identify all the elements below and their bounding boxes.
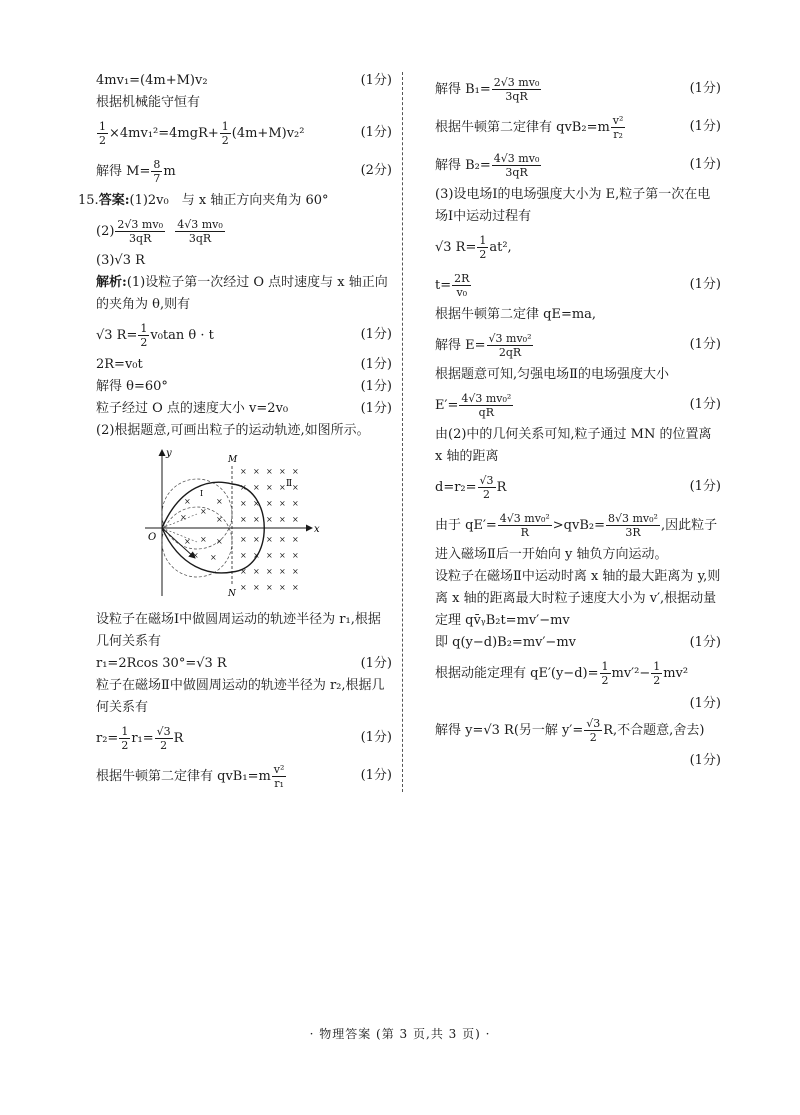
score: (1分) bbox=[689, 277, 721, 292]
eq-e1: √3 R= $\frac{1}{2}$ v₀tan θ · t (1分) bbox=[96, 321, 392, 349]
score: (1分) bbox=[689, 157, 721, 172]
eq-energy-theorem: 根据动能定理有 qE′(y−d)= $\frac{1}{2}$ mv′²− $\frac{1}{2}$ mv² bbox=[435, 659, 689, 687]
m-label: M bbox=[228, 455, 238, 465]
text-momentum-theorem: 设粒子在磁场Ⅱ中运动时离 x 轴的最大距离为 y,则离 x 轴的距离最大时粒子速度大小为 v′,根据动量定理 qv̄ᵧB₂t=mv′−mv bbox=[435, 569, 721, 628]
eq-e2: 2R=v₀t (1分) bbox=[96, 354, 392, 376]
svg-text:×: × bbox=[240, 583, 247, 592]
svg-text:×: × bbox=[192, 551, 199, 560]
fraction: $\frac{\text{8√3 mv₀²}}{3R}$ bbox=[607, 511, 658, 539]
region-1-label: Ⅰ bbox=[200, 489, 204, 498]
score: (1分) bbox=[689, 479, 721, 494]
eq-comparison: 由于 qE′= $\frac{\text{4√3 mv₀²}}{R}$ >qvB₂= $\frac{\text{8√3 mv₀²}}{3R}$ ,因此粒子 bbox=[435, 511, 718, 539]
svg-text:×: × bbox=[266, 499, 273, 508]
svg-text:×: × bbox=[266, 535, 273, 544]
score: (1分) bbox=[360, 327, 392, 342]
svg-text:×: × bbox=[240, 467, 247, 476]
x-label: x bbox=[314, 524, 320, 535]
score: (1分) bbox=[689, 119, 721, 134]
text-energy-conservation: 根据机械能守恒有 bbox=[96, 95, 201, 110]
fraction: $\frac{√3}{2}$ bbox=[479, 473, 494, 501]
column-divider bbox=[402, 72, 403, 792]
score: (1分) bbox=[360, 730, 392, 745]
svg-text:×: × bbox=[240, 551, 247, 560]
text-newton-e: 根据牛顿第二定律 qE=ma, bbox=[435, 307, 597, 322]
text-r2: 粒子在磁场Ⅱ中做圆周运动的轨迹半径为 r₂,根据几何关系有 bbox=[96, 678, 385, 715]
eq-e-prime: E′= $\frac{\text{4√3 mv₀²}}{qR}$ (1分) bbox=[435, 391, 721, 419]
eq-energy: $\frac{1}{2}$ ×4mv₁²=4mgR+ $\frac{1}{2}$ (4m+M)v₂² (1分) bbox=[99, 119, 392, 147]
text-field-2: 根据题意可知,匀强电场Ⅱ的电场强度大小 bbox=[435, 367, 669, 382]
score: (1分) bbox=[689, 337, 721, 352]
fraction: $\frac{1}{2}$ bbox=[99, 119, 106, 147]
svg-text:×: × bbox=[253, 551, 260, 560]
svg-text:×: × bbox=[266, 567, 273, 576]
svg-text:×: × bbox=[240, 567, 247, 576]
svg-text:×: × bbox=[266, 467, 273, 476]
radius-line bbox=[162, 528, 197, 542]
svg-text:×: × bbox=[266, 515, 273, 524]
svg-text:×: × bbox=[200, 507, 207, 516]
svg-text:×: × bbox=[253, 483, 260, 492]
eq-b2-result: 解得 B₂= $\frac{\text{4√3 mv₀}}{3qR}$ (1分) bbox=[435, 151, 721, 179]
svg-text:×: × bbox=[253, 567, 260, 576]
svg-text:×: × bbox=[240, 499, 247, 508]
svg-text:×: × bbox=[210, 553, 217, 562]
svg-text:×: × bbox=[253, 467, 260, 476]
fraction: $\frac{8}{7}$ bbox=[153, 157, 161, 185]
score: (1分) bbox=[360, 357, 392, 372]
text-part-3: (3)设电场Ⅰ的电场强度大小为 E,粒子第一次在电场Ⅰ中运动过程有 bbox=[435, 187, 711, 224]
svg-text:×: × bbox=[266, 583, 273, 592]
text-geometry: 由(2)中的几何关系可知,粒子通过 MN 的位置离 x 轴的距离 bbox=[435, 427, 712, 464]
eq-r2: r₂= $\frac{1}{2}$ r₁= $\frac{√3}{2}$ R (1分) bbox=[96, 724, 392, 752]
fraction: $\frac{\text{4√3 mv₀}}{3qR}$ bbox=[493, 151, 540, 179]
svg-text:×: × bbox=[292, 483, 299, 492]
fraction: $\frac{1}{2}$ bbox=[653, 659, 661, 687]
svg-text:×: × bbox=[253, 583, 260, 592]
fraction: $\frac{1}{2}$ bbox=[221, 119, 229, 147]
svg-text:×: × bbox=[279, 551, 286, 560]
svg-text:×: × bbox=[184, 497, 191, 506]
eq-mass-result: 解得 M= $\frac{8}{7}$ m (2分) bbox=[96, 157, 392, 185]
fraction: $\frac{\text{4√3 mv₀²}}{qR}$ bbox=[461, 391, 512, 419]
trajectory-diagram bbox=[140, 446, 330, 601]
fraction: $\frac{2R}{\text{v₀}}$ bbox=[454, 271, 470, 299]
svg-text:×: × bbox=[216, 515, 223, 524]
svg-text:×: × bbox=[253, 515, 260, 524]
svg-text:×: × bbox=[279, 515, 286, 524]
n-label: N bbox=[228, 589, 236, 599]
score: (1分) bbox=[689, 696, 721, 711]
score: (1分) bbox=[360, 125, 392, 140]
score: (1分) bbox=[360, 73, 392, 88]
crosses-region-1 bbox=[180, 497, 223, 562]
svg-text:×: × bbox=[292, 535, 299, 544]
fraction: $\frac{\text{√3 mv₀²}}{2qR}$ bbox=[488, 331, 532, 359]
svg-text:×: × bbox=[216, 497, 223, 506]
fraction: $\frac{\text{2√3 mv₀}}{3qR}$ bbox=[493, 75, 540, 103]
fraction: $\frac{\text{v²}}{\text{r₂}}$ bbox=[612, 113, 624, 141]
svg-text:×: × bbox=[292, 515, 299, 524]
score: (1分) bbox=[360, 768, 392, 783]
eq-momentum-theorem: 即 q(y−d)B₂=mv′−mv (1分) bbox=[435, 632, 721, 654]
score: (1分) bbox=[689, 397, 721, 412]
eq-kinematics: √3 R= $\frac{1}{2}$ at², bbox=[435, 233, 512, 261]
trajectory-figure bbox=[140, 446, 392, 605]
svg-text:×: × bbox=[253, 535, 260, 544]
eq-distance: d=r₂= $\frac{√3}{2}$ R (1分) bbox=[435, 473, 721, 501]
svg-text:×: × bbox=[292, 551, 299, 560]
score: (2分) bbox=[360, 163, 392, 178]
eq-e-result: 解得 E= $\frac{\text{√3 mv₀²}}{2qR}$ (1分) bbox=[435, 331, 721, 359]
text-trajectory: (2)根据题意,可画出粒子的运动轨迹,如图所示。 bbox=[96, 423, 370, 438]
fraction: $\frac{\text{2√3 mv₀}}{3qR}$ bbox=[117, 217, 163, 245]
fraction: $\frac{\text{v²}}{\text{r₁}}$ bbox=[273, 762, 285, 790]
eq-r1: r₁=2Rcos 30°=√3 R (1分) bbox=[96, 653, 392, 675]
svg-text:×: × bbox=[292, 467, 299, 476]
answer-part-3: (3)√3 R bbox=[96, 253, 145, 268]
svg-text:×: × bbox=[253, 499, 260, 508]
fraction: $\frac{\text{4√3 mv₀²}}{R}$ bbox=[499, 511, 550, 539]
question-15-answer: 15.答案:(1)2v₀ 与 x 轴正方向夹角为 60° bbox=[78, 193, 329, 208]
region-2-label: Ⅱ bbox=[286, 479, 293, 489]
fraction: $\frac{√3}{2}$ bbox=[586, 716, 601, 744]
fraction: $\frac{\text{4√3 mv₀}}{3qR}$ bbox=[177, 217, 223, 245]
y-label: y bbox=[166, 448, 172, 459]
eq-newton-b2: 根据牛顿第二定律有 qvB₂=m $\frac{\text{v²}}{\text{r₂}}$ (1分) bbox=[435, 113, 721, 141]
score: (1分) bbox=[360, 401, 392, 416]
svg-text:×: × bbox=[279, 583, 286, 592]
svg-text:×: × bbox=[292, 583, 299, 592]
fraction: $\frac{1}{2}$ bbox=[140, 321, 148, 349]
origin-label: O bbox=[148, 532, 157, 543]
analysis-intro: 解析:(1)设粒子第一次经过 O 点时速度与 x 轴正向的夹角为 θ,则有 bbox=[96, 275, 388, 312]
score: (1分) bbox=[360, 656, 392, 671]
score: (1分) bbox=[360, 379, 392, 394]
svg-text:×: × bbox=[279, 535, 286, 544]
eq-momentum: 4mv₁=(4m+M)v₂ (1分) bbox=[96, 70, 392, 92]
svg-text:×: × bbox=[266, 551, 273, 560]
svg-text:×: × bbox=[279, 483, 286, 492]
eq-time: t= $\frac{2R}{\text{v₀}}$ (1分) bbox=[435, 271, 721, 299]
score: (1分) bbox=[689, 81, 721, 96]
svg-text:×: × bbox=[240, 483, 247, 492]
fraction: $\frac{1}{2}$ bbox=[601, 659, 609, 687]
svg-text:×: × bbox=[279, 499, 286, 508]
page-footer: · 物理答案 (第 3 页,共 3 页) · bbox=[309, 1027, 491, 1041]
text-r1: 设粒子在磁场Ⅰ中做圆周运动的轨迹半径为 r₁,根据几何关系有 bbox=[96, 612, 381, 649]
svg-text:×: × bbox=[240, 515, 247, 524]
fraction: $\frac{√3}{2}$ bbox=[156, 724, 171, 752]
right-column bbox=[435, 70, 721, 768]
eq-e4: 粒子经过 O 点的速度大小 v=2v₀ (1分) bbox=[96, 398, 392, 420]
score: (1分) bbox=[689, 635, 721, 650]
svg-text:×: × bbox=[216, 537, 223, 546]
fraction: $\frac{1}{2}$ bbox=[121, 724, 129, 752]
svg-text:×: × bbox=[184, 537, 191, 546]
svg-text:×: × bbox=[292, 499, 299, 508]
text-direction: 进入磁场Ⅱ后一开始向 y 轴负方向运动。 bbox=[435, 547, 668, 562]
fraction: $\frac{1}{2}$ bbox=[479, 233, 487, 261]
eq-b1-result: 解得 B₁= $\frac{\text{2√3 mv₀}}{3qR}$ (1分) bbox=[435, 75, 721, 103]
svg-text:×: × bbox=[279, 467, 286, 476]
svg-text:×: × bbox=[180, 513, 187, 522]
eq-y-result: 解得 y=√3 R(另一解 y′= $\frac{√3}{2}$ R,不合题意,舍去) bbox=[435, 716, 705, 744]
score: (1分) bbox=[689, 753, 721, 768]
left-column bbox=[78, 70, 392, 795]
svg-text:×: × bbox=[200, 535, 207, 544]
svg-text:×: × bbox=[292, 567, 299, 576]
svg-text:×: × bbox=[266, 483, 273, 492]
answer-part-2: (2) $\frac{\text{2√3 mv₀}}{3qR}$ $\frac{\text{4√3 mv₀}}{3qR}$ bbox=[96, 217, 223, 245]
svg-text:×: × bbox=[240, 535, 247, 544]
eq-e3: 解得 θ=60° (1分) bbox=[96, 376, 392, 398]
eq-newton-b1: 根据牛顿第二定律有 qvB₁=m $\frac{\text{v²}}{\text{r₁}}$ (1分) bbox=[96, 762, 392, 790]
svg-text:×: × bbox=[279, 567, 286, 576]
